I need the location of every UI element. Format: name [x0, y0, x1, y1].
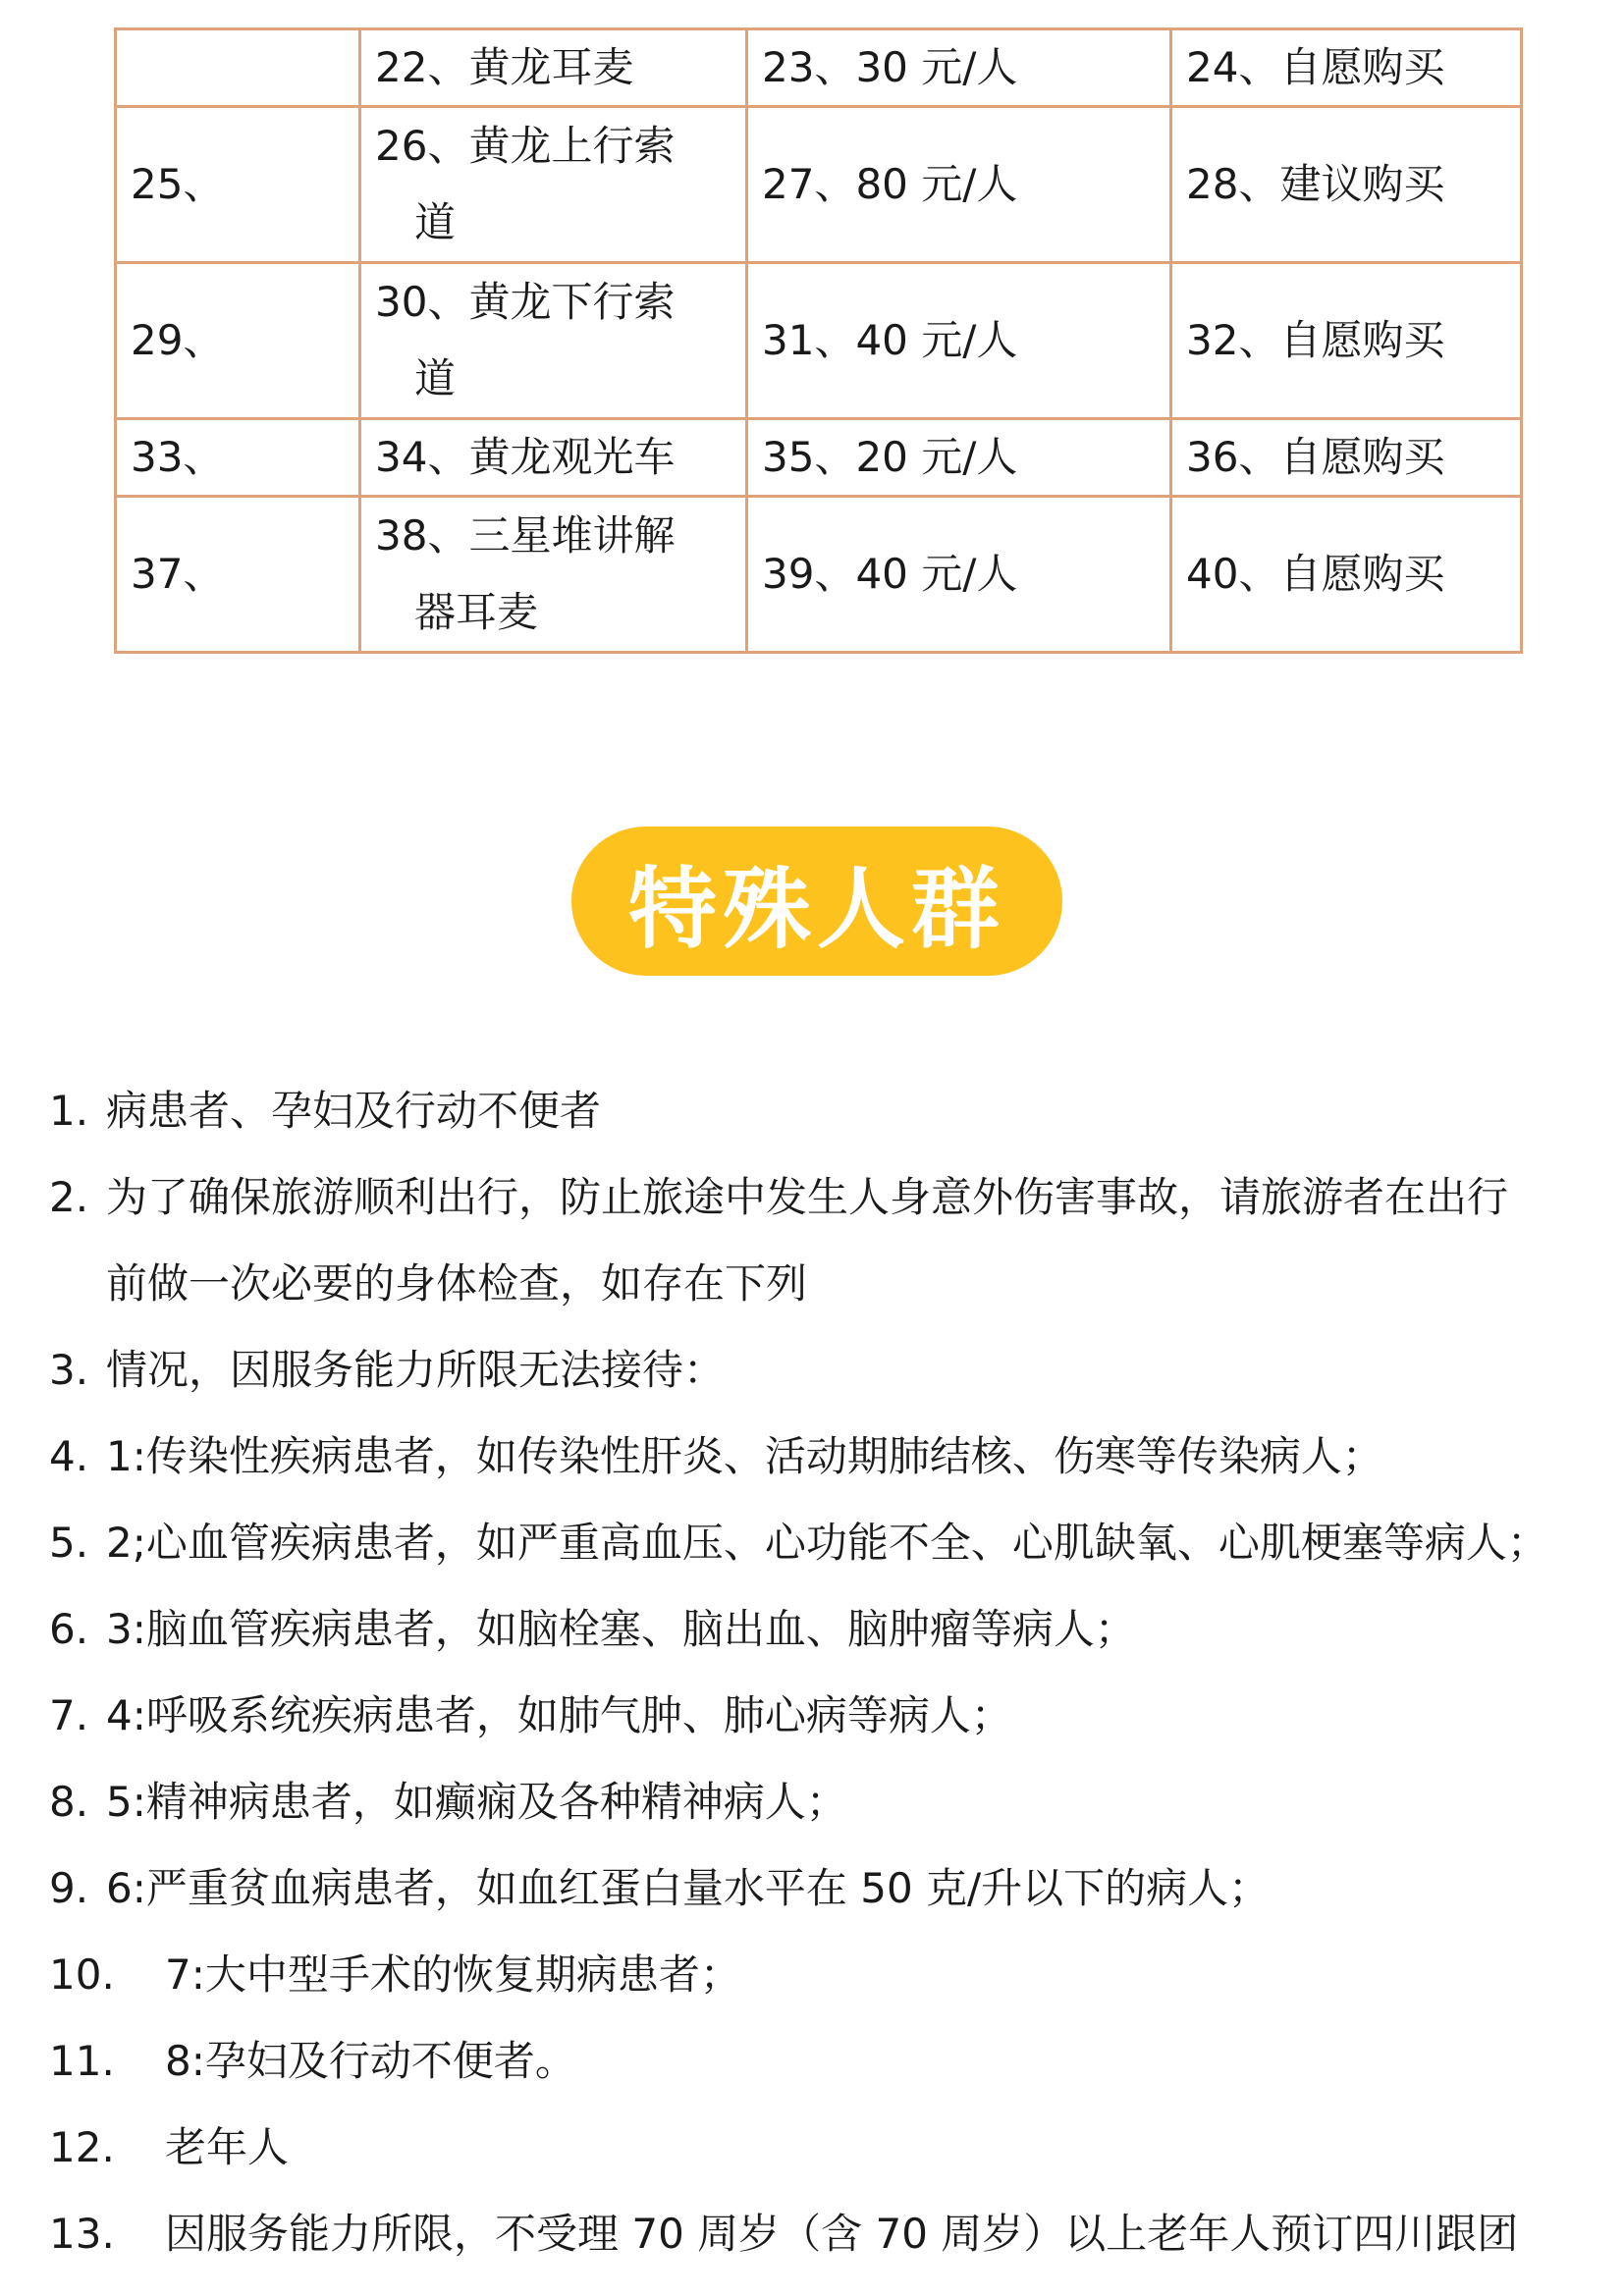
cell-text-line: 38、三星堆讲解	[375, 511, 676, 560]
list-item	[49, 1327, 1600, 1414]
list-number: 1.	[49, 1087, 89, 1135]
list-text: 7:大中型手术的恢复期病患者；	[165, 1950, 741, 1999]
section-heading-badge	[571, 827, 1062, 976]
table-cell	[360, 263, 747, 419]
fee-table	[114, 27, 1523, 654]
table-cell: 36、自愿购买	[1171, 419, 1522, 497]
list-number: 11.	[49, 2037, 115, 2085]
list-number: 9.	[49, 1864, 89, 1912]
table-cell: 27、80 元/人	[747, 107, 1171, 263]
list-text: 老年人	[165, 2123, 290, 2171]
list-item	[49, 2191, 1600, 2277]
table-cell: 37、	[116, 497, 360, 653]
list-item	[49, 1759, 1600, 1845]
list-number: 6.	[49, 1605, 89, 1653]
list-text: 因服务能力所限，不受理 70 周岁（含 70 周岁）以上老年人预订四川跟团	[165, 2210, 1519, 2258]
table-cell: 28、建议购买	[1171, 107, 1522, 263]
list-text: 病患者、孕妇及行动不便者	[106, 1087, 602, 1135]
list-text: 1:传染性疾病患者，如传染性肝炎、活动期肺结核、伤寒等传染病人；	[106, 1432, 1383, 1480]
list-text: 4:呼吸系统疾病患者，如肺气肿、肺心病等病人；	[106, 1691, 1012, 1739]
list-number: 7.	[49, 1691, 89, 1739]
table-cell: 24、自愿购买	[1171, 29, 1522, 107]
section-title: 特殊人群	[628, 858, 1005, 961]
cell-text-line: 30、黄龙下行索	[375, 278, 676, 326]
table-cell: 33、	[116, 419, 360, 497]
notes-list	[49, 1068, 1600, 2277]
list-number: 3.	[49, 1346, 89, 1394]
table-cell: 34、黄龙观光车	[360, 419, 747, 497]
list-number: 10.	[49, 1950, 115, 1999]
table-cell: 23、30 元/人	[747, 29, 1171, 107]
table-cell: 32、自愿购买	[1171, 263, 1522, 419]
table-cell: 25、	[116, 107, 360, 263]
table-cell	[360, 497, 747, 653]
cell-text-line: 26、黄龙上行索	[375, 122, 676, 170]
table-cell: 40、自愿购买	[1171, 497, 1522, 653]
cell-text-line: 道	[414, 198, 457, 246]
list-number: 12.	[49, 2123, 115, 2171]
list-item	[49, 1414, 1600, 1500]
table-row	[116, 29, 1522, 107]
list-number: 8.	[49, 1778, 89, 1826]
table-cell: 35、20 元/人	[747, 419, 1171, 497]
list-number: 5.	[49, 1519, 89, 1567]
list-number: 4.	[49, 1432, 89, 1480]
list-number: 2.	[49, 1173, 89, 1221]
list-text: 2;心血管疾病患者，如严重高血压、心功能不全、心肌缺氧、心肌梗塞等病人；	[106, 1519, 1548, 1567]
list-text: 为了确保旅游顺利出行，防止旅途中发生人身意外伤害事故，请旅游者在出行	[106, 1173, 1509, 1221]
cell-text-line: 器耳麦	[414, 588, 539, 636]
table-row	[116, 263, 1522, 419]
table-cell: 22、黄龙耳麦	[360, 29, 747, 107]
list-item	[49, 1586, 1600, 1673]
list-text: 情况，因服务能力所限无法接待：	[106, 1346, 726, 1394]
list-text: 8:孕妇及行动不便者。	[165, 2037, 576, 2085]
list-text-continuation: 前做一次必要的身体检查，如存在下列	[106, 1259, 808, 1308]
list-item	[49, 1932, 1600, 2018]
cell-text-line: 道	[414, 354, 457, 402]
list-item	[49, 1673, 1600, 1759]
list-item	[49, 2105, 1600, 2191]
table-cell: 31、40 元/人	[747, 263, 1171, 419]
list-text: 3:脑血管疾病患者，如脑栓塞、脑出血、脑肿瘤等病人；	[106, 1605, 1136, 1653]
table-row	[116, 107, 1522, 263]
table-row	[116, 497, 1522, 653]
list-item	[49, 1154, 1600, 1327]
list-item	[49, 1845, 1600, 1932]
table-row	[116, 419, 1522, 497]
list-item	[49, 1068, 1600, 1154]
table-cell	[116, 29, 360, 107]
table-cell: 39、40 元/人	[747, 497, 1171, 653]
list-item	[49, 1500, 1600, 1586]
list-item	[49, 2018, 1600, 2105]
table-cell	[360, 107, 747, 263]
list-number: 13.	[49, 2210, 115, 2258]
list-text: 5:精神病患者，如癫痫及各种精神病人；	[106, 1778, 847, 1826]
list-text: 6:严重贫血病患者，如血红蛋白量水平在 50 克/升以下的病人；	[106, 1864, 1271, 1912]
table-cell: 29、	[116, 263, 360, 419]
